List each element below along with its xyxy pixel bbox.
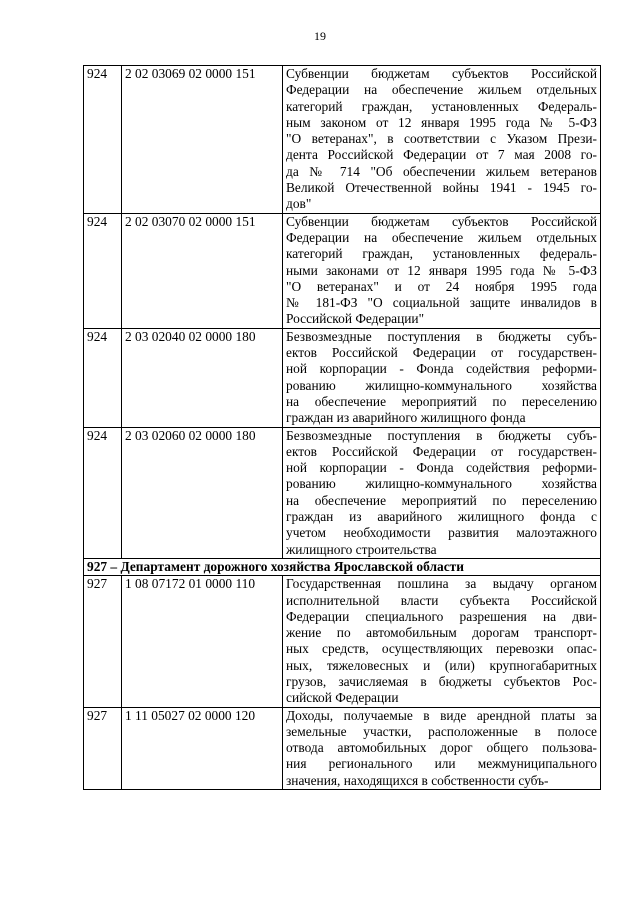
admin-code-cell: 924 — [84, 427, 122, 558]
budget-code-cell: 1 11 05027 02 0000 120 — [122, 707, 283, 789]
description-line: Российской Федерации" — [286, 311, 425, 327]
description-line: ных, тяжеловесных и (или) крупногабаритных — [286, 657, 597, 673]
description-line: на обеспечение мероприятий по переселению — [286, 393, 597, 409]
description-line: Федерации на обеспечение жильем отдельных — [286, 229, 597, 245]
budget-code-cell: 2 02 03069 02 0000 151 — [122, 66, 283, 214]
description-line: категорий граждан, установленных Федераль- — [286, 98, 597, 114]
table-row — [84, 707, 601, 789]
description-line: ным законом от 12 января 1995 года № 5-ФЗ — [286, 114, 597, 130]
description-line: Федерации специального разрешения на дви- — [286, 608, 597, 624]
description-line: Безвозмездные поступления в бюджеты субъ- — [286, 328, 597, 344]
admin-code-cell: 927 — [84, 707, 122, 789]
section-header-row — [84, 558, 601, 575]
description-line: дента Российской Федерации от 7 мая 2008 го- — [286, 147, 597, 163]
description-cell — [283, 66, 601, 214]
table-body — [84, 66, 601, 790]
description-line: на обеспечение мероприятий по переселению — [286, 492, 597, 508]
description-line: Великой Отечественной войны 1941 - 1945 го- — [286, 180, 597, 196]
description-line: рованию жилищно-коммунального хозяйства — [286, 377, 597, 393]
description-line: отвода автомобильных дорог общего пользова- — [286, 740, 597, 756]
table-row — [84, 427, 601, 558]
description-line: граждан из аварийного жилищного фонда — [286, 410, 526, 426]
budget-code-cell: 2 02 03070 02 0000 151 — [122, 213, 283, 328]
description-line: жение по автомобильным дорогам транспорт- — [286, 625, 597, 641]
description-cell — [283, 707, 601, 789]
description-line: ными законами от 12 января 1995 года № 5-ФЗ — [286, 262, 597, 278]
description-line: ной корпорации - Фонда содействия реформи- — [286, 361, 597, 377]
budget-classification-table — [83, 65, 601, 790]
description-line: значения, находящихся в собственности субъ- — [286, 772, 549, 788]
description-line: категорий граждан, установленных федераль- — [286, 246, 597, 262]
description-line: Федерации на обеспечение жильем отдельных — [286, 82, 597, 98]
description-line: земельные участки, расположенные в полосе — [286, 723, 597, 739]
description-line: учетом необходимости развития малоэтажного — [286, 525, 597, 541]
description-line: грузов, зачисляемая в бюджеты субъектов Рос- — [286, 673, 597, 689]
admin-code-cell: 924 — [84, 213, 122, 328]
description-cell — [283, 576, 601, 707]
budget-code-cell: 2 03 02060 02 0000 180 — [122, 427, 283, 558]
description-line: № 181-ФЗ "О социальной защите инвалидов в — [286, 295, 597, 311]
description-line: да № 714 "Об обеспечении жильем ветеранов — [286, 163, 597, 179]
description-line: ной корпорации - Фонда содействия реформи- — [286, 460, 597, 476]
description-line: Государственная пошлина за выдачу органом — [286, 576, 597, 592]
description-cell — [283, 427, 601, 558]
description-line: исполнительной власти субъекта Российской — [286, 592, 597, 608]
description-line: жилищного строительства — [286, 541, 437, 557]
description-line: Субвенции бюджетам субъектов Российской — [286, 213, 597, 229]
description-line: Субвенции бюджетам субъектов Российской — [286, 66, 597, 81]
description-line: граждан из аварийного жилищного фонда с — [286, 509, 597, 525]
table-row — [84, 576, 601, 707]
table-row — [84, 66, 601, 214]
admin-code-cell: 924 — [84, 328, 122, 427]
description-line: ектов Российской Федерации от государствен- — [286, 443, 597, 459]
description-line: ных средств, осуществляющих перевозки опас- — [286, 641, 597, 657]
admin-code-cell: 927 — [84, 576, 122, 707]
description-line: дов" — [286, 196, 312, 212]
admin-code-cell: 924 — [84, 66, 122, 214]
description-cell — [283, 328, 601, 427]
description-line: ектов Российской Федерации от государствен- — [286, 345, 597, 361]
description-line: Доходы, получаемые в виде арендной платы за — [286, 707, 597, 723]
description-line: "О ветеранах" и от 24 ноября 1995 года — [286, 278, 597, 294]
description-cell — [283, 213, 601, 328]
description-line: сийской Федерации — [286, 690, 399, 706]
description-line: ния регионального или межмуниципального — [286, 756, 597, 772]
budget-code-cell: 1 08 07172 01 0000 110 — [122, 576, 283, 707]
description-line: рованию жилищно-коммунального хозяйства — [286, 476, 597, 492]
description-line: "О ветеранах", в соответствии с Указом Прези- — [286, 131, 597, 147]
description-line: Безвозмездные поступления в бюджеты субъ- — [286, 427, 597, 443]
budget-code-cell: 2 03 02040 02 0000 180 — [122, 328, 283, 427]
page-number: 19 — [314, 29, 326, 43]
table-row — [84, 213, 601, 328]
section-title: 927 – Департамент дорожного хозяйства Ярославской области — [84, 558, 601, 575]
table-row — [84, 328, 601, 427]
